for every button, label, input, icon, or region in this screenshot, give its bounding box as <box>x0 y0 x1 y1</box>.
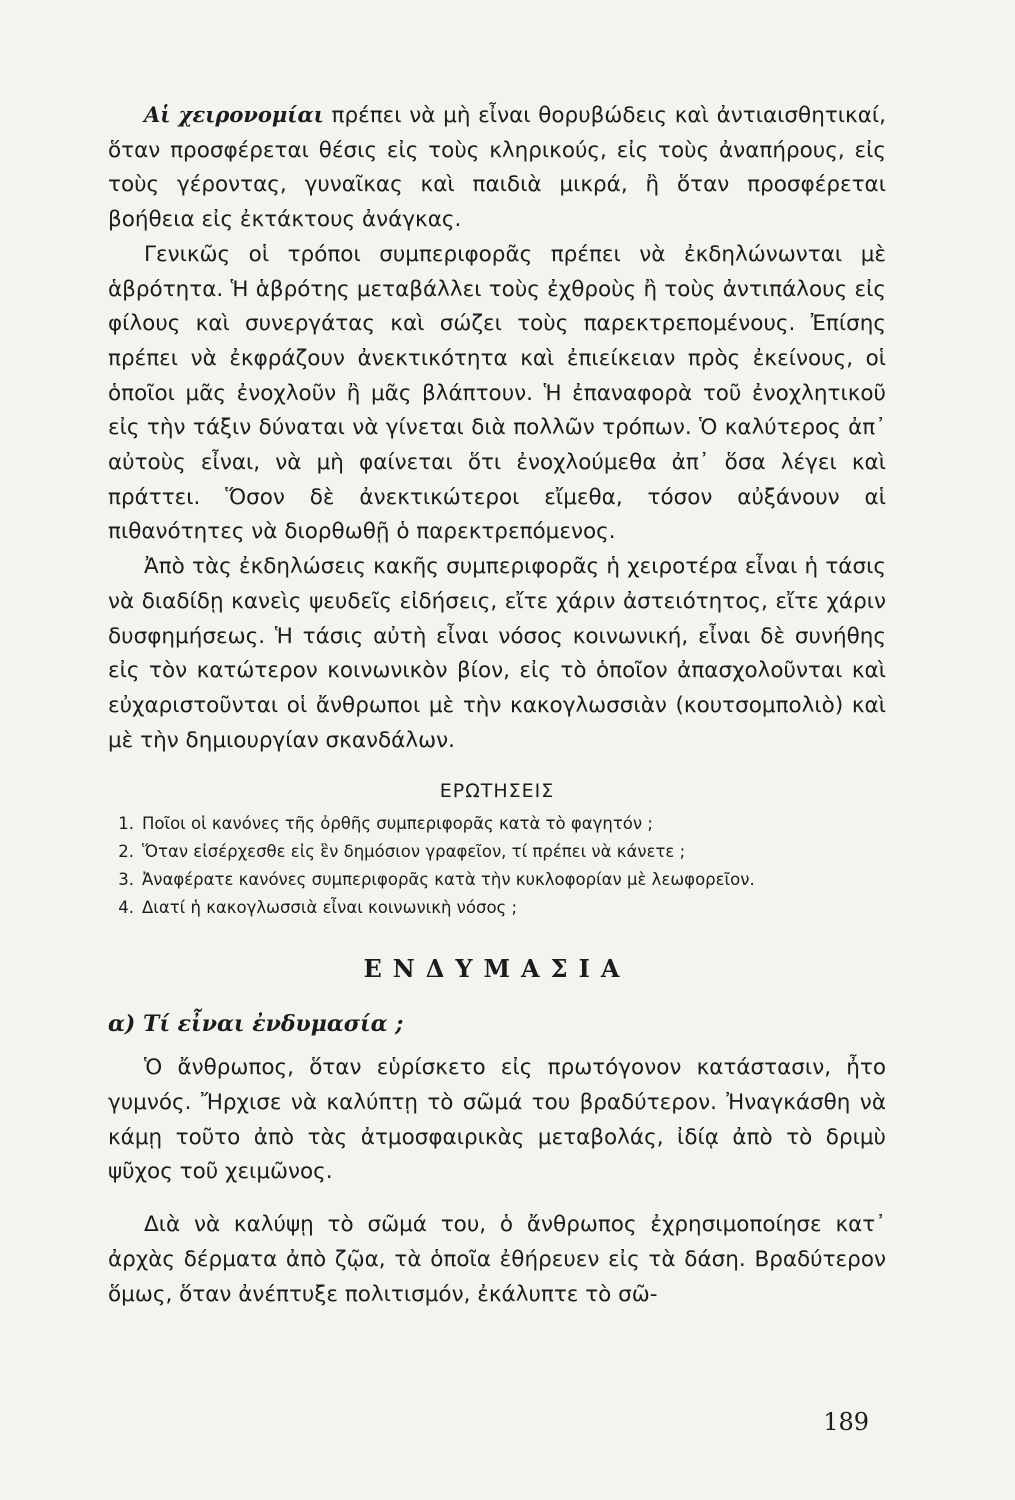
question-number: 2. <box>118 842 134 862</box>
page-number: 189 <box>823 1408 869 1436</box>
question-text: Ὅταν εἰσέρχεσθε εἰς ἓν δημόσιον γραφεῖον, τί πρέπει νὰ κάνετε ; <box>142 842 686 862</box>
paragraph-skins: Διὰ νὰ καλύψῃ τὸ σῶμά του, ὁ ἄνθρωπος ἐχρησιμοποίησε κατ᾽ ἀρχὰς δέρματα ἀπὸ ζῷα, τὰ ὁποῖα ἐθήρευεν εἰς τὰ δάση. Βραδύτερον ὅμως, ὅταν ἀνέπτυξε πολιτισμόν, ἐκάλυπτε τὸ σῶ- <box>108 1212 886 1307</box>
question-item <box>108 866 886 894</box>
question-number: 1. <box>118 814 134 834</box>
question-item <box>108 894 886 922</box>
question-item <box>108 810 886 838</box>
lead-phrase: Αἱ χειρονομίαι <box>144 102 324 127</box>
question-item <box>108 838 886 866</box>
questions-heading: ΕΡΩΤΗΣΕΙΣ <box>439 780 555 803</box>
question-text: Διατί ἡ κακογλωσσιὰ εἶναι κοινωνικὴ νόσος ; <box>142 898 518 918</box>
question-text: Ποῖοι οἱ κανόνες τῆς ὀρθῆς συμπεριφορᾶς κατὰ τὸ φαγητόν ; <box>142 814 653 834</box>
paragraph-manners: Γενικῶς οἱ τρόποι συμπεριφορᾶς πρέπει νὰ ἐκδηλώνωνται μὲ ἁβρότητα. Ἡ ἁβρότης μεταβάλλει τοὺς ἐχθροὺς ἢ τοὺς ἀντιπάλους εἰς φίλους καὶ συνεργάτας καὶ σώζει τοὺς παρεκτρεπομένους. Ἐπίσης πρέπει νὰ ἐκφράζουν ἀνεκτικότητα καὶ ἐπιείκειαν πρὸς ἐκείνους, οἱ ὁποῖοι μᾶς ἐνοχλοῦν ἢ μᾶς βλάπτουν. Ἡ ἐπαναφορὰ τοῦ ἐνοχλητικοῦ εἰς τὴν τάξιν δύναται νὰ γίνεται διὰ πολλῶν τρόπων. Ὁ καλύτερος ἀπ᾽ αὐτοὺς εἶναι, νὰ μὴ φαίνεται ὅτι ἐνοχλούμεθα ἀπ᾽ ὅσα λέγει καὶ πράττει. Ὅσον δὲ ἀνεκτικώτεροι εἴμεθα, τόσον αὐξάνουν αἱ πιθανότητες νὰ διορθωθῇ ὁ παρεκτρεπόμενος. <box>108 241 886 545</box>
paragraph-gestures-text: πρέπει νὰ μὴ εἶναι θορυβώδεις καὶ ἀντιαισθητικαί, ὅταν προσφέρεται θέσις εἰς τοὺς κληρικούς, εἰς τοὺς ἀναπήρους, εἰς τοὺς γέροντας, γυναῖκας καὶ παιδιὰ μικρά, ἢ ὅταν προσφέρεται βοήθεια εἰς ἐκτάκτους ἀνάγκας. <box>108 103 886 233</box>
paragraph-gossip: Ἀπὸ τὰς ἐκδηλώσεις κακῆς συμπεριφορᾶς ἡ χειροτέρα εἶναι ἡ τάσις νὰ διαδίδῃ κανεὶς ψευδεῖς εἰδήσεις, εἴτε χάριν ἀστειότητος, εἴτε χάριν δυσφημήσεως. Ἡ τάσις αὐτὴ εἶναι νόσος κοινωνική, εἶναι δὲ συνήθης εἰς τὸν κατώτερον κοινωνικὸν βίον, εἰς τὸ ὁποῖον ἀπασχολοῦνται καὶ εὐχαριστοῦνται οἱ ἄνθρωποι μὲ τὴν κακογλωσσιὰν (κουτσομπολιὸ) καὶ μὲ τὴν δημιουργίαν σκανδάλων. <box>108 554 886 753</box>
question-text: Ἀναφέρατε κανόνες συμπεριφορᾶς κατὰ τὴν κυκλοφορίαν μὲ λεωφορεῖον. <box>142 870 755 890</box>
section-title: ΕΝΔΥΜΑΣΙΑ <box>363 954 631 984</box>
questions-list <box>108 810 886 922</box>
subsection-title: α) Τί εἶναι ἐνδυμασία ; <box>108 1011 404 1038</box>
paragraph-primitive-man: Ὁ ἄνθρωπος, ὅταν εὑρίσκετο εἰς πρωτόγονον κατάστασιν, ἦτο γυμνός. Ἤρχισε νὰ καλύπτῃ τὸ σῶμά του βραδύτερον. Ἠναγκάσθη νὰ κάμῃ τοῦτο ἀπὸ τὰς ἀτμοσφαιρικὰς μεταβολάς, ἰδίᾳ ἀπὸ τὸ δριμὺ ψῦχος τοῦ χειμῶνος. <box>108 1055 886 1185</box>
question-number: 3. <box>118 870 134 890</box>
question-number: 4. <box>118 898 134 918</box>
text-column <box>108 98 886 1312</box>
paragraph-gestures <box>108 98 886 238</box>
